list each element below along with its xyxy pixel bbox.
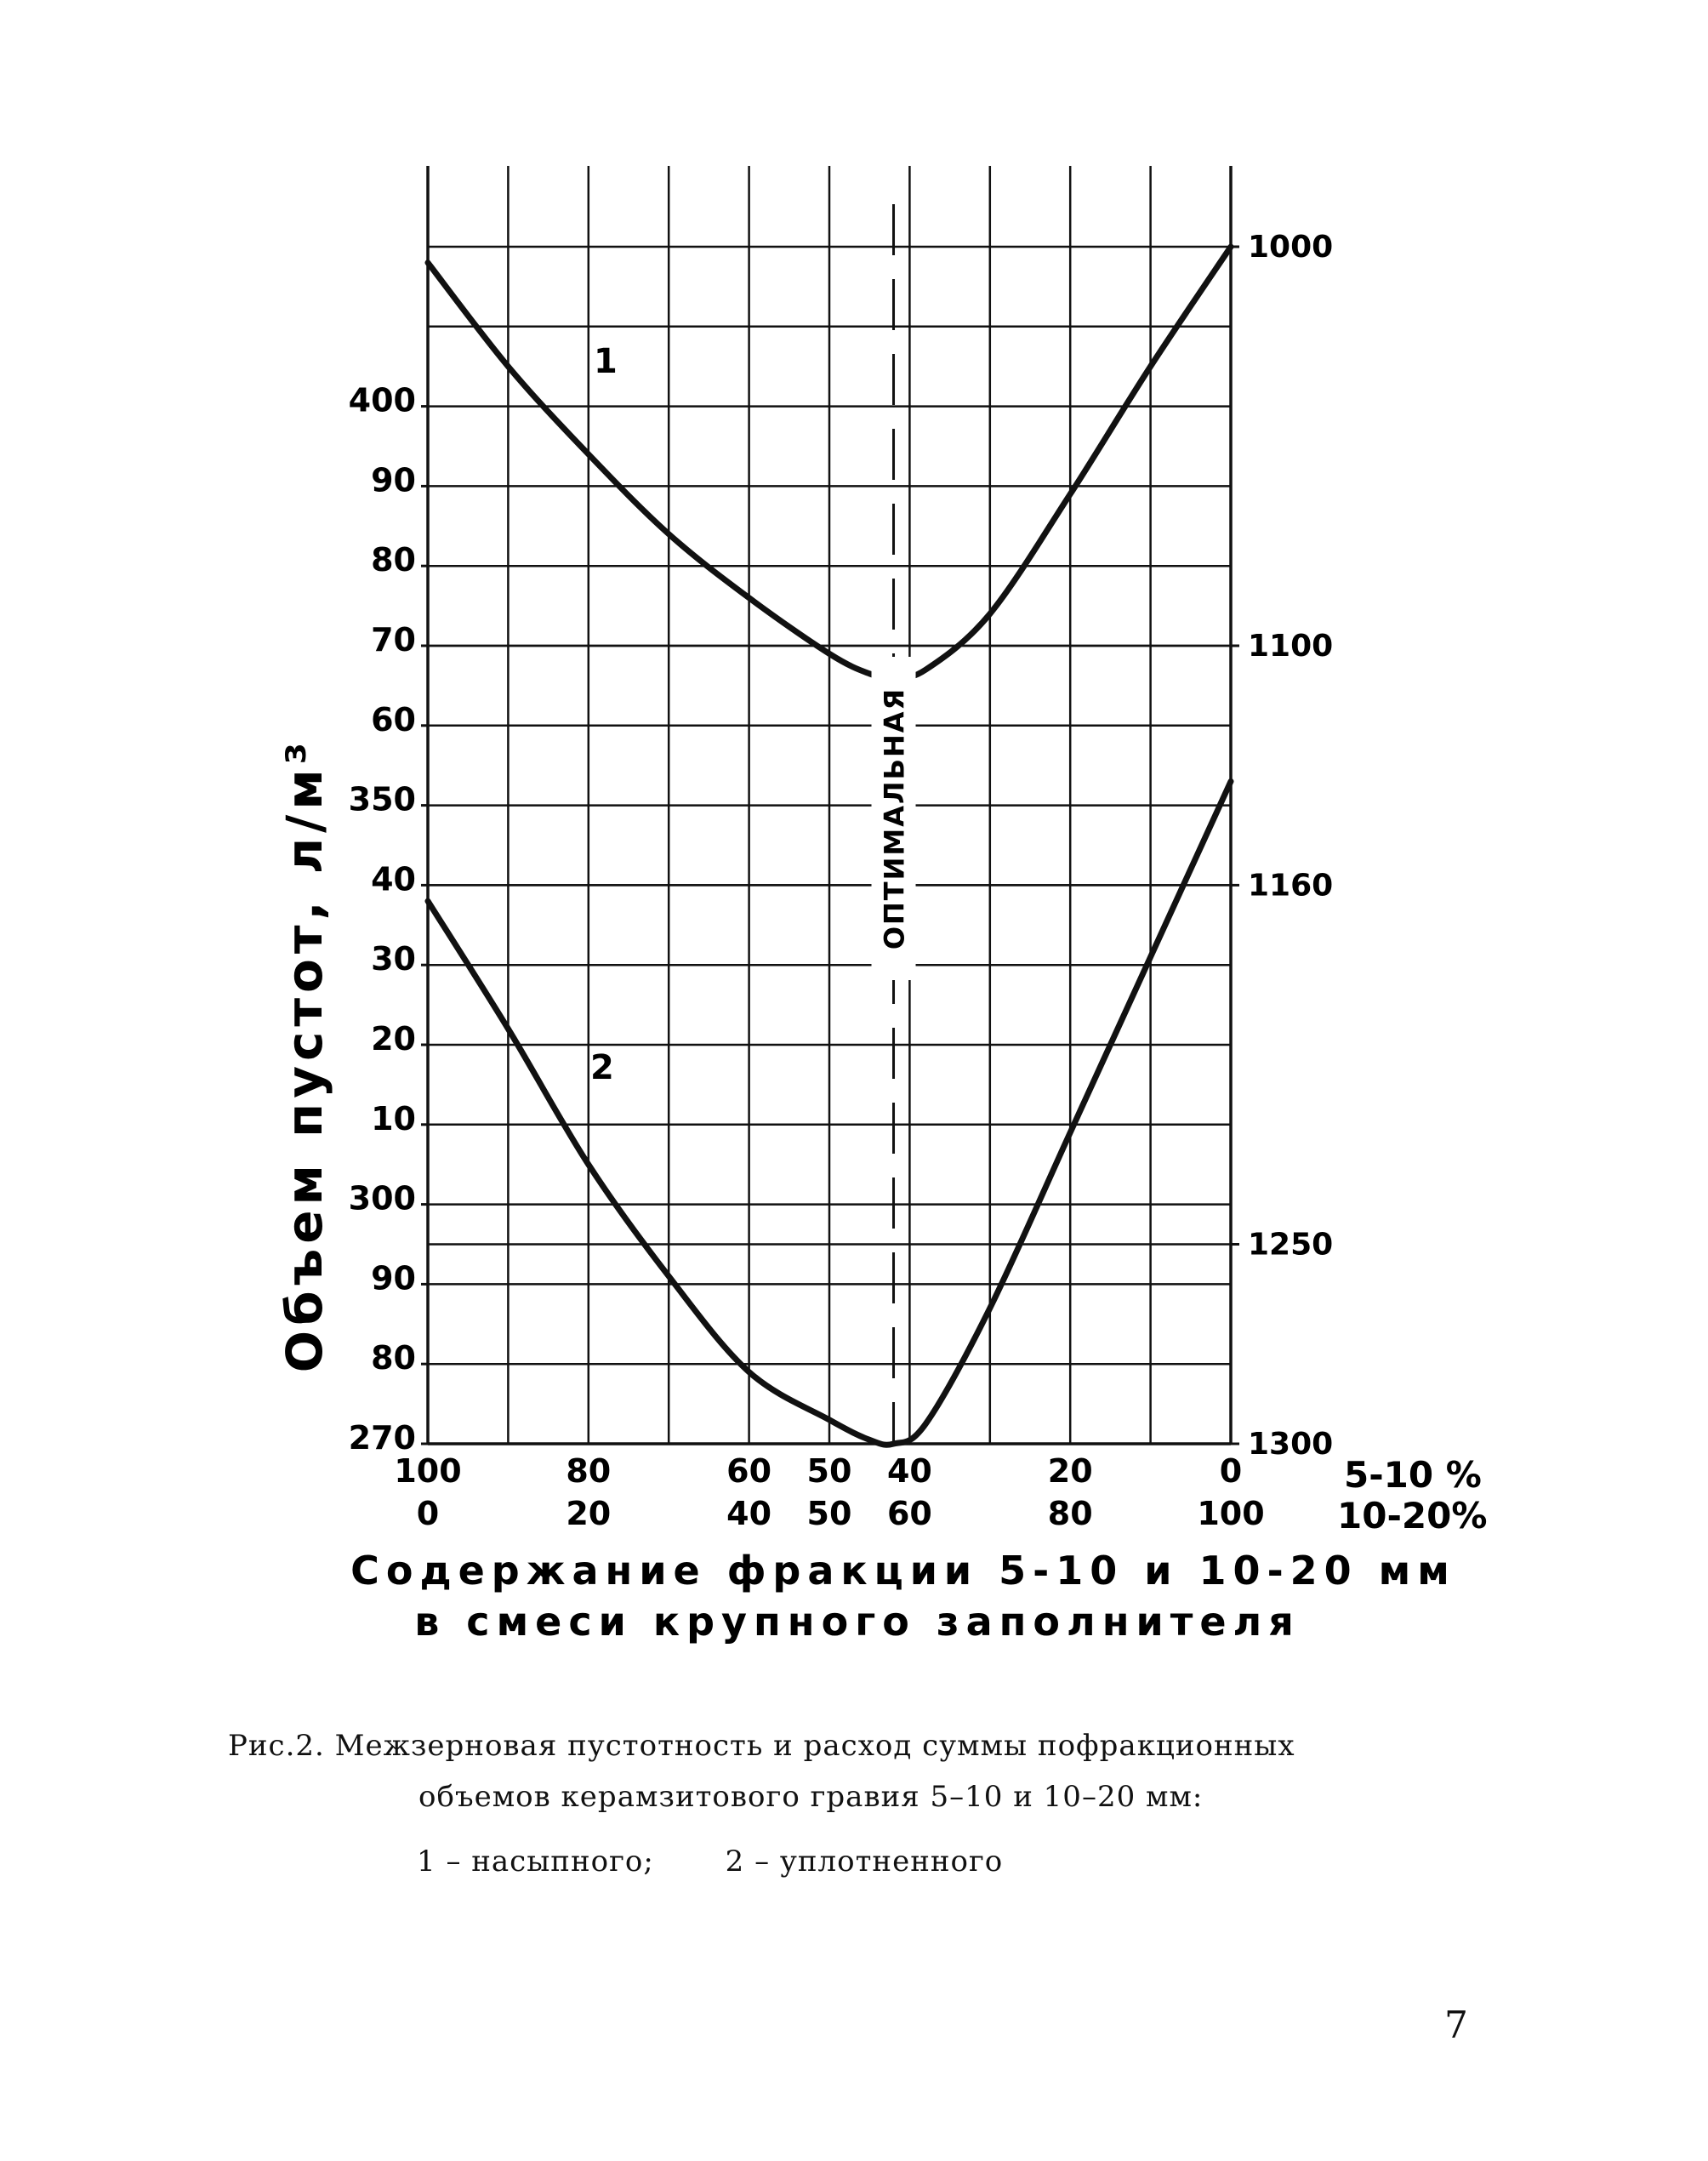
figure-legend — [417, 1845, 1003, 1879]
left-tick-label: 90 — [371, 1259, 416, 1297]
x-tick-label-bottom: 80 — [1047, 1495, 1093, 1532]
right-tick-label: 1300 — [1248, 1427, 1334, 1462]
x-unit-bottom: 10-20% — [1337, 1495, 1488, 1537]
x-unit-top: 5-10 % — [1344, 1454, 1482, 1496]
left-tick-label: 60 — [371, 700, 416, 738]
x-tick-label-bottom: 60 — [886, 1495, 932, 1532]
left-tick-label: 80 — [371, 1339, 416, 1377]
x-tick-label-top: 60 — [726, 1452, 772, 1490]
x-tick-label-top: 0 — [1219, 1452, 1243, 1490]
left-tick-label: 350 — [348, 780, 416, 818]
x-tick-label-bottom: 40 — [726, 1495, 772, 1532]
right-tick-label: 1100 — [1248, 629, 1334, 664]
figure-caption-line2: объемов керамзитового гравия 5–10 и 10–20 мм: — [418, 1780, 1204, 1814]
left-tick-label: 40 — [371, 860, 416, 898]
x-tick-label-top: 40 — [886, 1452, 932, 1490]
left-tick-label: 90 — [371, 461, 416, 499]
x-tick-label-top: 100 — [394, 1452, 462, 1490]
x-axis-ticks — [394, 1452, 1264, 1532]
legend-item-2: 2 – уплотненного — [725, 1845, 1004, 1879]
left-tick-label: 270 — [348, 1419, 416, 1457]
right-axis-ticks — [1231, 230, 1333, 1462]
x-axis-title-line2: в смеси крупного заполнителя — [414, 1599, 1301, 1645]
right-tick-label: 1000 — [1248, 230, 1334, 265]
figure-caption-line1: Рис.2. Межзерновая пустотность и расход суммы пофракционных — [228, 1729, 1295, 1763]
x-tick-label-bottom: 20 — [566, 1495, 612, 1532]
page-number: 7 — [1444, 2004, 1468, 2047]
x-tick-label-top: 20 — [1047, 1452, 1093, 1490]
left-tick-label: 70 — [371, 621, 416, 659]
series-label-2: 2 — [590, 1048, 614, 1087]
legend-item-1: 1 – насыпного; — [417, 1845, 654, 1879]
left-tick-label: 80 — [371, 541, 416, 579]
x-axis-title-line1: Содержание фракции 5-10 и 10-20 мм — [350, 1548, 1456, 1594]
left-tick-label: 30 — [371, 940, 416, 978]
right-tick-label: 1160 — [1248, 868, 1334, 904]
series-label-1: 1 — [594, 342, 618, 381]
right-tick-label: 1250 — [1248, 1227, 1334, 1263]
y-axis-title: Объем пустот, л/м³ — [276, 737, 333, 1373]
left-tick-label: 300 — [348, 1179, 416, 1217]
x-tick-label-top: 50 — [806, 1452, 852, 1490]
x-tick-label-bottom: 100 — [1197, 1495, 1265, 1532]
optimal-label: ОПТИМАЛЬНАЯ — [878, 687, 911, 950]
left-tick-label: 10 — [371, 1099, 416, 1138]
left-tick-label: 400 — [348, 381, 416, 419]
x-tick-label-bottom: 50 — [806, 1495, 852, 1532]
x-tick-label-top: 80 — [566, 1452, 612, 1490]
x-tick-label-bottom: 0 — [416, 1495, 440, 1532]
left-axis-ticks — [349, 382, 428, 1457]
left-tick-label: 20 — [371, 1020, 416, 1058]
